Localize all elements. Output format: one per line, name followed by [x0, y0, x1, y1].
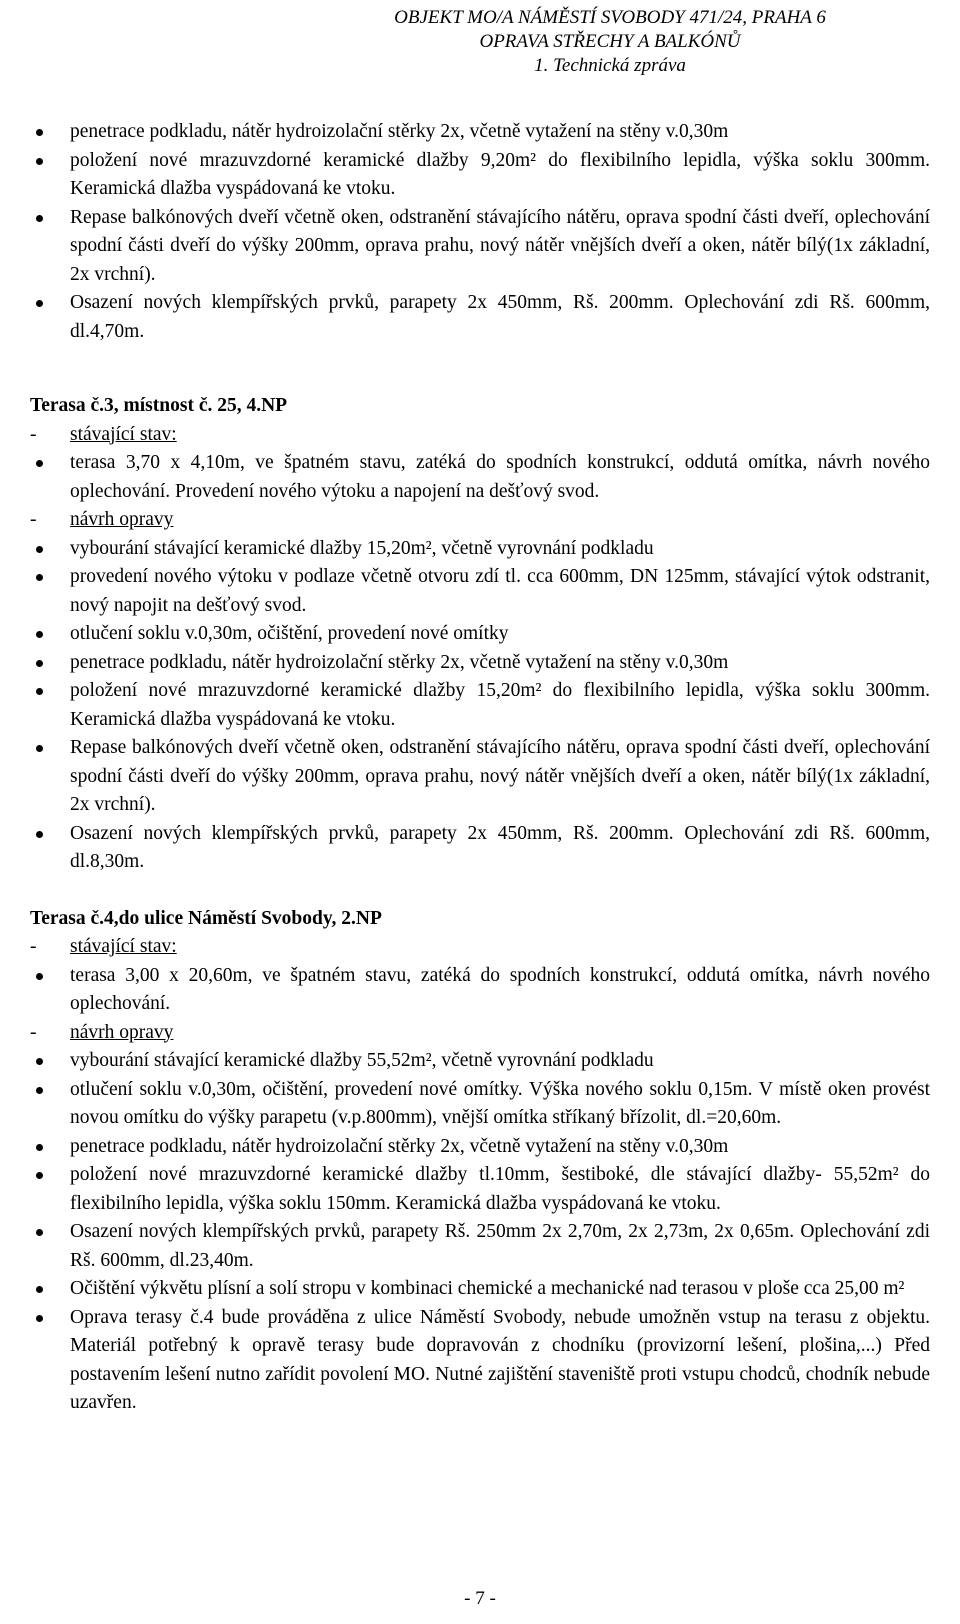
list-item: otlučení soklu v.0,30m, očištění, provedení nové omítky: [30, 620, 930, 649]
dash-marker: -: [30, 1021, 37, 1043]
document-body: [30, 118, 930, 1418]
list-item: položení nové mrazuvzdorné keramické dlažby tl.10mm, šestiboké, dle stávající dlažby- 55,52m² do flexibilního lepidla, výška soklu 150mm. Keramická dlažba vyspádovaná ke vtoku.: [30, 1161, 930, 1218]
list-item: položení nové mrazuvzdorné keramické dlažby 9,20m² do flexibilního lepidla, výška soklu 300mm. Keramická dlažba vyspádovaná ke vtoku.: [30, 147, 930, 204]
page-header: [290, 0, 930, 78]
list-item: penetrace podkladu, nátěr hydroizolační stěrky 2x, včetně vytažení na stěny v.0,30m: [30, 1133, 930, 1162]
intro-list: [30, 118, 930, 346]
header-object: OBJEKT MO/A NÁMĚSTÍ SVOBODY 471/24, PRAHA 6: [394, 7, 826, 28]
section-3-heading: Terasa č.3, místnost č. 25, 4.NP: [30, 395, 288, 416]
section-4-state-label: [30, 933, 930, 962]
repair-label-text: návrh opravy: [70, 509, 174, 530]
list-item: Oprava terasy č.4 bude prováděna z ulice Náměstí Svobody, nebude umožněn vstup na terasu z objektu. Materiál potřebný k opravě terasy bude dopravován z chodníku (provizorní lešení, plošina,...) Před postavením lešení nutno zařídit povolení MO. Nutné zajištění staveniště proti vstupu chodců, chodník nebude uzavřen.: [30, 1304, 930, 1418]
section-3-repair-label: [30, 506, 930, 535]
section-3-state-label: [30, 421, 930, 450]
repair-label-text: návrh opravy: [70, 1021, 174, 1043]
section-4-repair-list: [30, 1047, 930, 1418]
list-item: vybourání stávající keramické dlažby 15,20m², včetně vyrovnání podkladu: [30, 535, 930, 564]
state-label-text: stávající stav:: [70, 423, 177, 445]
list-item: otlučení soklu v.0,30m, očištění, provedení nové omítky. Výška nového soklu 0,15m. V místě oken provést novou omítku do výšky parapetu (v.p.800mm), vnější omítka stříkaný břízolit, dl.=20,60m.: [30, 1076, 930, 1133]
state-label-text: stávající stav:: [70, 936, 177, 957]
list-item: terasa 3,00 x 20,60m, ve špatném stavu, zatéká do spodních konstrukcí, oddutá omítka, návrh nového oplechování.: [30, 962, 930, 1019]
list-item: penetrace podkladu, nátěr hydroizolační stěrky 2x, včetně vytažení na stěny v.0,30m: [30, 118, 930, 147]
list-item: Osazení nových klempířských prvků, parapety 2x 450mm, Rš. 200mm. Oplechování zdi Rš. 600mm, dl.8,30m.: [30, 820, 930, 877]
header-project: OPRAVA STŘECHY A BALKÓNŮ: [479, 31, 741, 52]
list-item: penetrace podkladu, nátěr hydroizolační stěrky 2x, včetně vytažení na stěny v.0,30m: [30, 649, 930, 678]
dash-marker: -: [30, 936, 37, 957]
list-item: Očištění výkvětu plísní a solí stropu v kombinaci chemické a mechanické nad terasou v ploše cca 25,00 m²: [30, 1275, 930, 1304]
header-report: 1. Technická zpráva: [534, 55, 686, 76]
list-item: Repase balkónových dveří včetně oken, odstranění stávajícího nátěru, oprava spodní části dveří, oplechování spodní části dveří do výšky 200mm, oprava prahu, nový nátěr vnějších dveří a oken, nátěr bílý(1x základní, 2x vrchní).: [30, 204, 930, 290]
section-3-repair-list: [30, 535, 930, 877]
page-number: - 7 -: [464, 1588, 496, 1609]
dash-marker: -: [30, 423, 37, 445]
list-item: Osazení nových klempířských prvků, parapety 2x 450mm, Rš. 200mm. Oplechování zdi Rš. 600mm, dl.4,70m.: [30, 289, 930, 346]
list-item: položení nové mrazuvzdorné keramické dlažby 15,20m² do flexibilního lepidla, výška soklu 300mm. Keramická dlažba vyspádovaná ke vtoku.: [30, 677, 930, 734]
dash-marker: -: [30, 509, 37, 530]
list-item: Osazení nových klempířských prvků, parapety Rš. 250mm 2x 2,70m, 2x 2,73m, 2x 0,65m. Oplechování zdi Rš. 600mm, dl.23,40m.: [30, 1218, 930, 1275]
list-item: provedení nového výtoku v podlaze včetně otvoru zdí tl. cca 600mm, DN 125mm, stávající výtok odstranit, nový napojit na dešťový svod.: [30, 563, 930, 620]
list-item: vybourání stávající keramické dlažby 55,52m², včetně vyrovnání podkladu: [30, 1047, 930, 1076]
section-4-state-list: [30, 962, 930, 1019]
list-item: Repase balkónových dveří včetně oken, odstranění stávajícího nátěru, oprava spodní části dveří, oplechování spodní části dveří do výšky 200mm, oprava prahu, nový nátěr vnějších dveří a oken, nátěr bílý(1x základní, 2x vrchní).: [30, 734, 930, 820]
list-item: terasa 3,70 x 4,10m, ve špatném stavu, zatéká do spodních konstrukcí, oddutá omítka, návrh nového oplechování. Provedení nového výtoku a napojení na dešťový svod.: [30, 449, 930, 506]
section-4-repair-label: [30, 1019, 930, 1048]
section-3-state-list: [30, 449, 930, 506]
section-4-heading: Terasa č.4,do ulice Náměstí Svobody, 2.NP: [30, 907, 382, 929]
